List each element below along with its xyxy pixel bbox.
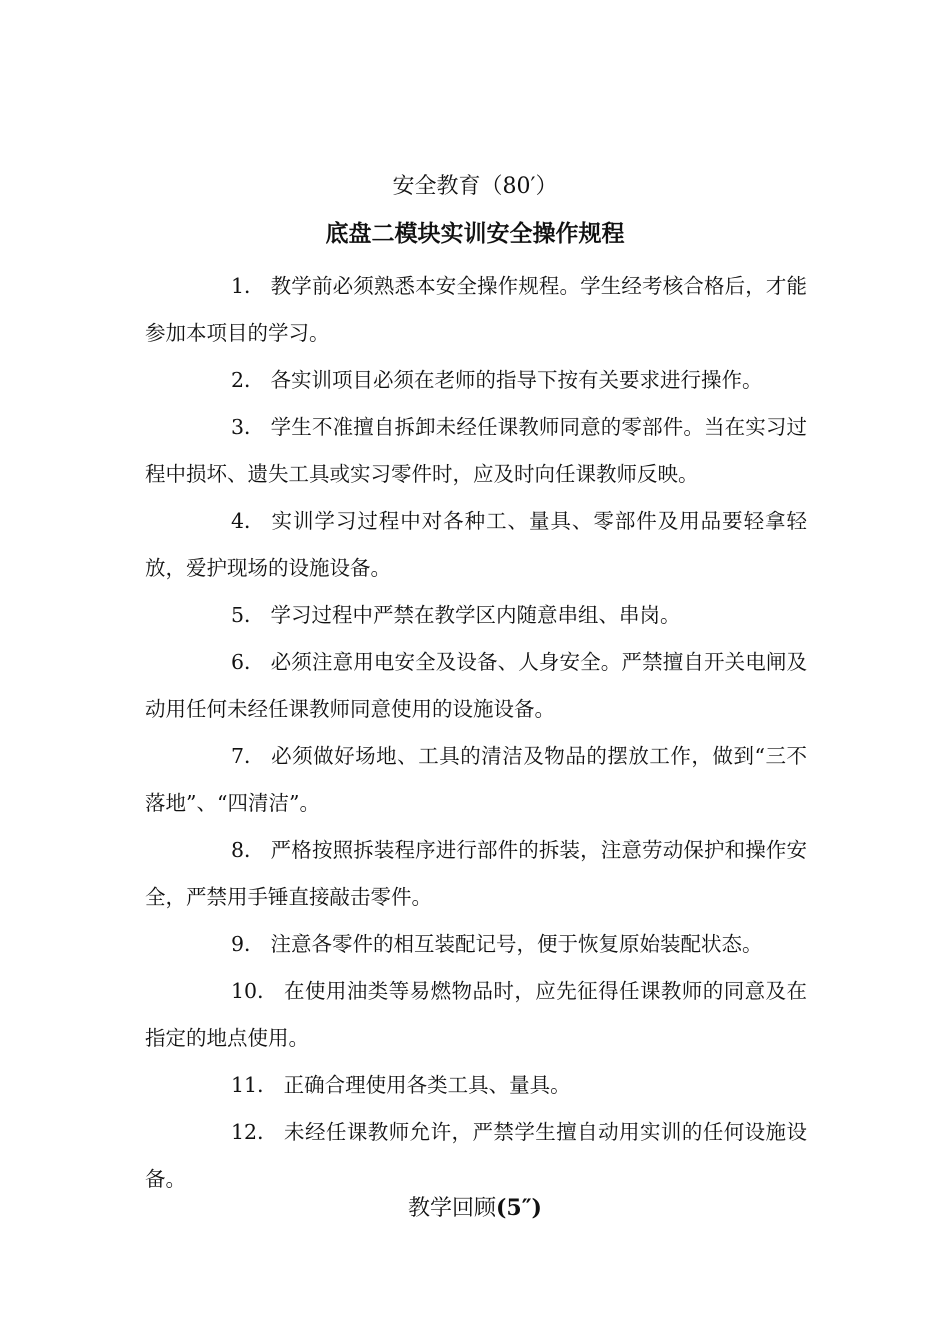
- rule-text: 教学前必须熟悉本安全操作规程。学生经考核合格后，才能参加本项目的学习。: [145, 274, 807, 345]
- rule-item-1: [145, 263, 807, 357]
- rule-text: 学生不准擅自拆卸未经任课教师同意的零部件。当在实习过程中损坏、遗失工具或实习零件时，应及时向任课教师反映。: [145, 415, 807, 486]
- document-title: 底盘二模块实训安全操作规程: [325, 221, 625, 247]
- rules-list: [145, 263, 807, 1203]
- rule-number: 5．: [231, 603, 265, 627]
- rule-item-6: [145, 639, 807, 733]
- rule-item-8: [145, 827, 807, 921]
- rule-text: 正确合理使用各类工具、量具。: [283, 1073, 571, 1097]
- rule-number: 4．: [231, 509, 265, 533]
- rule-item-10: [145, 968, 807, 1062]
- rule-text: 未经任课教师允许，严禁学生擅自动用实训的任何设施设备。: [145, 1120, 807, 1191]
- rule-number: 7．: [231, 744, 265, 768]
- rule-number: 1．: [231, 274, 265, 298]
- rule-text: 实训学习过程中对各种工、量具、零部件及用品要轻拿轻放，爱护现场的设施设备。: [145, 509, 807, 580]
- rule-item-5: [145, 592, 807, 639]
- section-heading: 安全教育（80′）: [392, 174, 558, 199]
- rule-number: 11．: [231, 1073, 278, 1097]
- rule-text: 学习过程中严禁在教学区内随意串组、串岗。: [270, 603, 681, 627]
- rule-number: 3．: [231, 415, 265, 439]
- footer-heading-label: 教学回顾: [408, 1196, 497, 1221]
- rule-number: 12．: [231, 1120, 278, 1144]
- rule-text: 必须注意用电安全及设备、人身安全。严禁擅自开关电闸及动用任何未经任课教师同意使用的设施设备。: [145, 650, 807, 721]
- rule-text: 在使用油类等易燃物品时，应先征得任课教师的同意及在指定的地点使用。: [145, 979, 807, 1050]
- rule-text: 注意各零件的相互装配记号，便于恢复原始装配状态。: [270, 932, 763, 956]
- rule-item-2: [145, 357, 807, 404]
- rule-text: 必须做好场地、工具的清洁及物品的摆放工作，做到“三不落地”、“四清洁”。: [145, 744, 807, 815]
- rule-number: 10．: [231, 979, 278, 1003]
- rule-number: 2．: [231, 368, 265, 392]
- rule-number: 9．: [231, 932, 265, 956]
- rule-item-7: [145, 733, 807, 827]
- footer-heading-duration: (5″): [496, 1195, 542, 1221]
- rule-text: 各实训项目必须在老师的指导下按有关要求进行操作。: [270, 368, 763, 392]
- rule-item-9: [145, 921, 807, 968]
- rule-number: 8．: [231, 838, 265, 862]
- rule-number: 6．: [231, 650, 265, 674]
- footer-heading: [0, 1193, 950, 1224]
- rule-item-4: [145, 498, 807, 592]
- rule-item-3: [145, 404, 807, 498]
- rule-item-11: [145, 1062, 807, 1109]
- rule-item-12: [145, 1109, 807, 1203]
- rule-text: 严格按照拆装程序进行部件的拆装，注意劳动保护和操作安全，严禁用手锤直接敲击零件。: [145, 838, 807, 909]
